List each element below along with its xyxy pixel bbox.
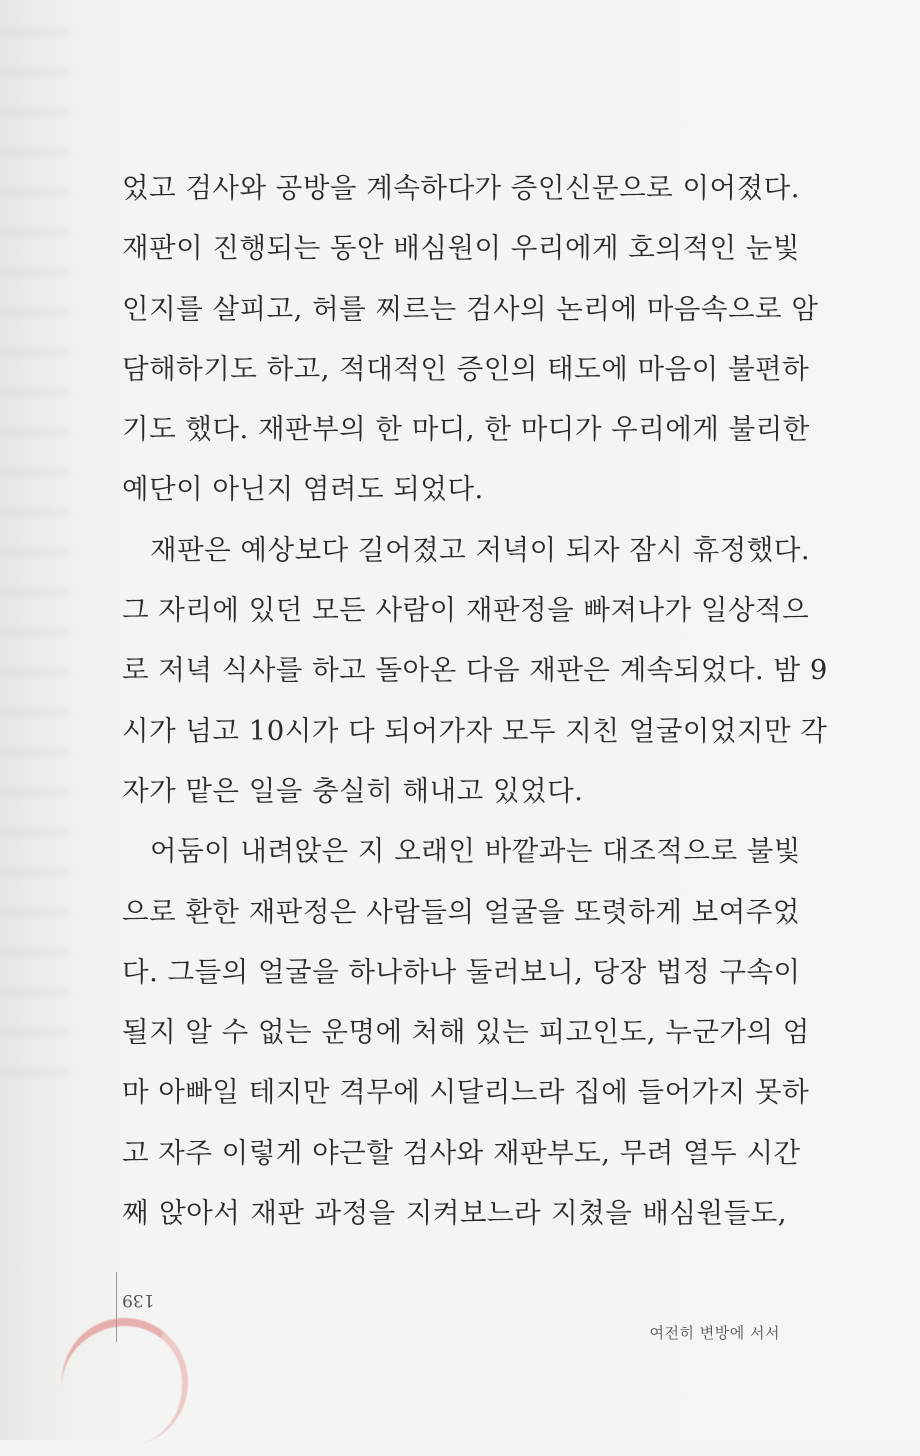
text-line: 었고 검사와 공방을 계속하다가 증인신문으로 이어졌다.: [122, 172, 800, 204]
text-line: 째 앉아서 재판 과정을 지켜보느라 지쳤을 배심원들도,: [122, 1197, 787, 1230]
text-line: 로 저녁 식사를 하고 돌아온 다음 재판은 계속되었다. 밤 9: [122, 654, 828, 687]
text-line: 될지 알 수 없는 운명에 처해 있는 피고인도, 누군가의 엄: [122, 1016, 810, 1049]
body-text: [122, 158, 828, 1243]
text-line: 시가 넘고 10시가 다 되어가자 모두 지친 얼굴이었지만 각: [122, 714, 828, 747]
text-line: 인지를 살피고, 허를 찌르는 검사의 논리에 마음속으로 암: [122, 292, 819, 325]
text-line: 마 아빠일 테지만 격무에 시달리느라 집에 들어가지 못하: [122, 1076, 810, 1109]
text-line: 담해하기도 하고, 적대적인 증인의 태도에 마음이 불편하: [122, 352, 810, 385]
text-line: 고 자주 이렇게 야근할 검사와 재판부도, 무려 열두 시간: [122, 1136, 801, 1169]
text-line: 다. 그들의 얼굴을 하나하나 둘러보니, 당장 법정 구속이: [122, 955, 801, 988]
bleed-through-shadow: [0, 0, 70, 1100]
page-number: 139: [122, 1290, 155, 1310]
running-title: 여전히 변방에 서서: [649, 1324, 780, 1342]
text-line: 자가 맡은 일을 충실히 해내고 있었다.: [122, 774, 584, 807]
text-line: 기도 했다. 재판부의 한 마디, 한 마디가 우리에게 불리한: [122, 413, 810, 446]
text-line: 재판은 예상보다 길어졌고 저녁이 되자 잠시 휴정했다.: [122, 533, 811, 566]
text-line: 어둠이 내려앉은 지 오래인 바깥과는 대조적으로 불빛: [122, 835, 801, 868]
text-line: 으로 환한 재판정은 사람들의 얼굴을 또렷하게 보여주었: [122, 895, 800, 928]
stain-mark: [52, 1308, 198, 1456]
text-line: 재판이 진행되는 동안 배심원이 우리에게 호의적인 눈빛: [122, 232, 800, 265]
text-line: 그 자리에 있던 모든 사람이 재판정을 빠져나가 일상적으: [122, 594, 810, 627]
text-line: 예단이 아닌지 염려도 되었다.: [122, 473, 484, 506]
